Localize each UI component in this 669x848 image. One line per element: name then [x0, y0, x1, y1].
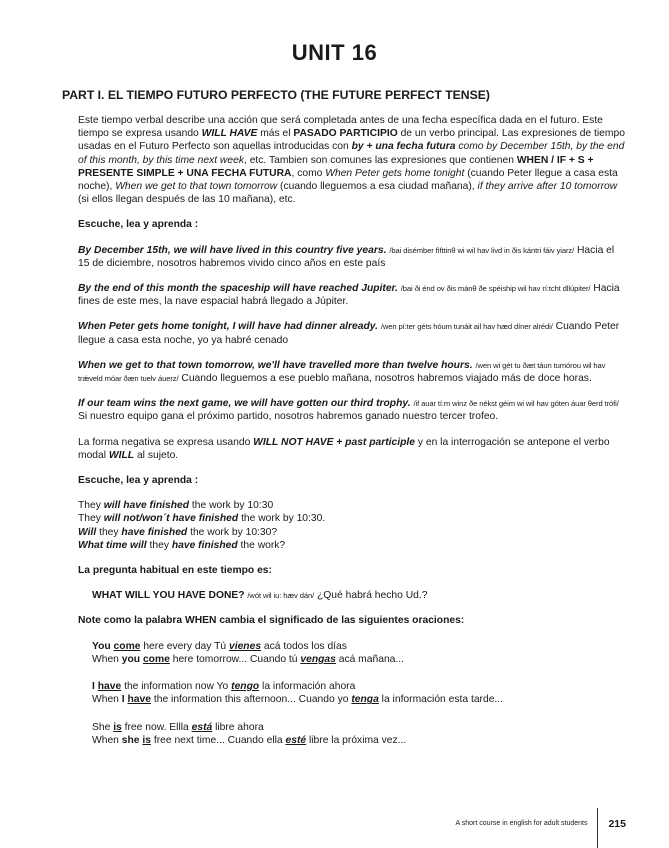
unit-title: UNIT 16	[291, 40, 378, 65]
form-line: They will not/won´t have finished the work by 10:30.	[78, 513, 326, 525]
pair-line: When I have the information this afternoon... Cuando yo tenga la información esta tarde...	[92, 694, 504, 706]
form-line: They will have finished the work by 10:30	[78, 500, 274, 512]
pair-come	[78, 640, 626, 666]
pronunciation: /wen wi gét tu ðæt táun tumórou wil hav trǽveld móar ðæn tuelv áuerz/	[78, 360, 606, 384]
negative-paragraph: La forma negativa se expresa usando WILL NOT HAVE + past participle y en la interrogación se antepone el verbo modal WILL al sujeto.	[78, 436, 610, 461]
pair-have	[78, 680, 626, 706]
form-line: What time will they have finished the work?	[78, 539, 286, 551]
pronunciation: /if auar tí:m winz ðe nékst géim wi wil hav góten áuar θerd trófi/	[413, 399, 619, 409]
content	[78, 114, 626, 747]
section-heading: Escuche, lea y aprenda :	[78, 219, 199, 231]
section-heading: Escuche, lea y aprenda :	[78, 475, 199, 487]
pronunciation: /wót wil iu: hæv dán/	[247, 591, 315, 601]
pair-line: When she is free next time... Cuando ella esté libre la próxima vez...	[92, 734, 407, 746]
pronunciation: /wen pí:ter géts hóum tunáit ail hav hæd díner alrédi/	[380, 322, 553, 332]
pair-line: She is free now. Ellla está libre ahora	[92, 721, 264, 733]
pair-line: I have the information now Yo tengo la información ahora	[92, 681, 356, 693]
footer-caption: A short course in english for adult students	[455, 820, 588, 827]
example: When we get to that town tomorrow, we'll have travelled more than twelve hours. /wen wi gét tu ðæt táun tumórou wil hav trǽveld móar ðæn tuelv áuerz/ Cuando lleguemos a ese pueblo mañana, nosotros habremos viajado más de doce horas.	[78, 359, 606, 385]
question-line: WHAT WILL YOU HAVE DONE? /wót wil iu: hæv dán/ ¿Qué habrá hecho Ud.?	[92, 590, 428, 602]
part-title: PART I. EL TIEMPO FUTURO PERFECTO (THE FUTURE PERFECT TENSE)	[62, 88, 490, 102]
page-number: 215	[608, 818, 626, 830]
footer-divider	[597, 808, 598, 848]
pair-line: You come here every day Tú vienes acá todos los días	[92, 640, 347, 652]
intro-paragraph: Este tiempo verbal describe una acción que será completada antes de una fecha específica dada en el futuro. Este tiempo se expresa usando WILL HAVE más el PASADO PARTICIPIO de un verbo principal. Las expresiones de tiempo usadas en el Futuro Perfecto son aquellas introducidas con by + una fecha futura como by December 15th, by the end of this month, by this time next week, etc. Tambien son comunes las expresiones que contienen WHEN / IF + S + PRESENTE SIMPLE + UNA FECHA FUTURA, como When Peter gets home tonight (cuando Peter llegue a casa esta noche), When we get to that town tomorrow (cuando lleguemos a esa ciudad mañana), if they arrive after 10 tomorrow (si ellos llegan después de las 10 mañana), etc.	[78, 115, 625, 206]
section-heading: La pregunta habitual en este tiempo es:	[78, 565, 272, 577]
pair-is	[78, 721, 626, 747]
forms-list	[78, 499, 626, 552]
form-line: Will they have finished the work by 10:30?	[78, 526, 278, 538]
pair-line: When you come here tomorrow... Cuando tú vengas acá mañana...	[92, 653, 404, 665]
example: By December 15th, we will have lived in this country five years. /bai disémber fìfttinθ wi wil hav livd in ðis kántri fáiv yiarz/ Hacia el 15 de diciembre, nosotros habremos vivido cinco años en este país	[78, 244, 615, 269]
section-heading: Note como la palabra WHEN cambia el significado de las siguientes oraciones:	[78, 615, 465, 627]
example: If our team wins the next game, we will have gotten our third trophy. /if auar tí:m winz ðe nékst géim wi wil hav góten áuar θerd trófi/ Si nuestro equipo gana el próximo partido, nosotros habremos ganado nuestro tercer trofeo.	[78, 398, 619, 423]
pronunciation: /bai disémber fìfttinθ wi wil hav livd in ðis kántri fáiv yiarz/	[389, 245, 575, 255]
example: When Peter gets home tonight, I will have had dinner already. /wen pí:ter géts hóum tunáit ail hav hæd díner alrédi/ Cuando Peter llegue a casa esta noche, yo ya habré cenado	[78, 321, 620, 346]
page-footer	[456, 808, 626, 848]
example: By the end of this month the spaceship will have reached Jupiter. /bai ði énd ov ðis mánθ ðe spéiship wil hav rí:tcht dllúpiter/ Hacia fines de este mes, la nave espacial habrá llegado a Júpiter.	[78, 283, 620, 308]
pronunciation: /bai ði énd ov ðis mánθ ðe spéiship wil hav rí:tcht dllúpiter/	[400, 284, 591, 294]
